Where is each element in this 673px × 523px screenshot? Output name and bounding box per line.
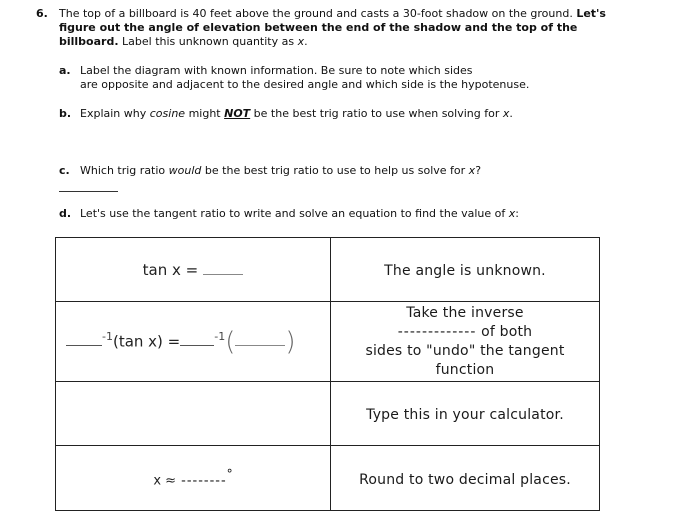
question-line-3 — [59, 35, 308, 49]
row2-close-paren-icon: ) — [285, 326, 296, 357]
part-c-label: c. — [59, 164, 70, 177]
part-c-text-2: be the best trig ratio to use to help us solve for — [204, 164, 466, 177]
part-b-text-3: be the best trig ratio to use when solving for — [253, 107, 500, 120]
row2-note-cell — [331, 302, 600, 382]
part-d-variable: x — [508, 207, 516, 220]
row4-note-cell — [331, 446, 600, 511]
part-d-end: : — [515, 207, 519, 220]
part-b-line — [80, 107, 513, 121]
row2-fraction-blank[interactable] — [235, 345, 285, 346]
row2-superscript-2: -1 — [214, 329, 226, 343]
row1-note-cell — [331, 238, 600, 302]
row1-fraction-blank[interactable] — [203, 274, 243, 275]
part-a-line-2: are opposite and adjacent to the desired angle and which side is the hypotenuse. — [80, 78, 530, 91]
row2-note-line-2 — [331, 323, 599, 342]
part-c-end: ? — [475, 164, 482, 177]
row2-note-line-3: sides to "undo" the tangent — [365, 342, 565, 359]
row2-note-dashes[interactable]: ------------- — [397, 323, 477, 340]
row2-open-paren-icon: ( — [225, 326, 236, 357]
question-text-1: The top of a billboard is 40 feet above the ground and casts a 30-foot shadow on the ground. — [59, 7, 573, 20]
question-text-2: Label this unknown quantity as — [122, 35, 295, 48]
row2-note-line-2-end: of both — [481, 323, 533, 340]
row2-math-mid: (tan x) = — [112, 332, 181, 350]
question-number: 6. — [36, 7, 48, 20]
question-variable: x — [297, 35, 305, 48]
row1-math-cell[interactable] — [56, 238, 331, 302]
part-c-text-1: Which trig ratio — [80, 164, 166, 177]
part-d-line — [80, 207, 519, 221]
part-b-text-1: Explain why — [80, 107, 147, 120]
part-a-line-1: Label the diagram with known information. Be sure to note which sides — [80, 64, 473, 77]
part-d-label: d. — [59, 207, 72, 220]
row1-math-lhs: tan x = — [142, 261, 199, 279]
row2-note-line-4: function — [435, 361, 495, 378]
question-bold-1: Let's — [576, 7, 606, 20]
part-b-text-2: might — [188, 107, 221, 120]
row2-superscript-1: -1 — [102, 329, 113, 343]
question-period: . — [304, 35, 308, 48]
row2-blank-1[interactable] — [66, 345, 102, 346]
table-row — [56, 446, 600, 511]
table-row — [56, 382, 600, 446]
row2-note-line-1: Take the inverse — [406, 304, 524, 321]
part-a-label: a. — [59, 64, 71, 77]
table-row — [56, 302, 600, 382]
part-c-line — [80, 164, 481, 178]
row3-note-cell — [331, 382, 600, 446]
part-c-variable: x — [468, 164, 476, 177]
solution-table — [55, 237, 600, 511]
row4-degree-symbol: ° — [226, 467, 233, 482]
row4-note: Round to two decimal places. — [359, 471, 571, 488]
row4-math-cell[interactable] — [56, 446, 331, 511]
part-d-text: Let's use the tangent ratio to write and solve an equation to find the value of — [80, 207, 506, 220]
table-row — [56, 238, 600, 302]
part-b-cosine: cosine — [149, 107, 186, 120]
question-bold-3: billboard. — [59, 35, 119, 48]
row4-math-lhs: x ≈ — [153, 473, 177, 489]
question-line-1 — [59, 7, 606, 21]
question-line-2: figure out the angle of elevation between the end of the shadow and the top of the — [59, 21, 578, 34]
part-b-not: NOT — [224, 107, 251, 120]
part-b-variable: x — [502, 107, 510, 120]
row2-math-cell[interactable] — [56, 302, 331, 382]
part-c-answer-line[interactable] — [59, 191, 118, 192]
part-b-period: . — [509, 107, 513, 120]
row4-answer-dashes[interactable]: -------- — [181, 473, 227, 489]
row2-blank-2[interactable] — [180, 345, 214, 346]
row3-note: Type this in your calculator. — [366, 407, 564, 423]
row3-math-cell[interactable] — [56, 382, 331, 446]
part-c-would: would — [168, 164, 202, 177]
row1-note: The angle is unknown. — [384, 263, 546, 279]
part-b-label: b. — [59, 107, 72, 120]
